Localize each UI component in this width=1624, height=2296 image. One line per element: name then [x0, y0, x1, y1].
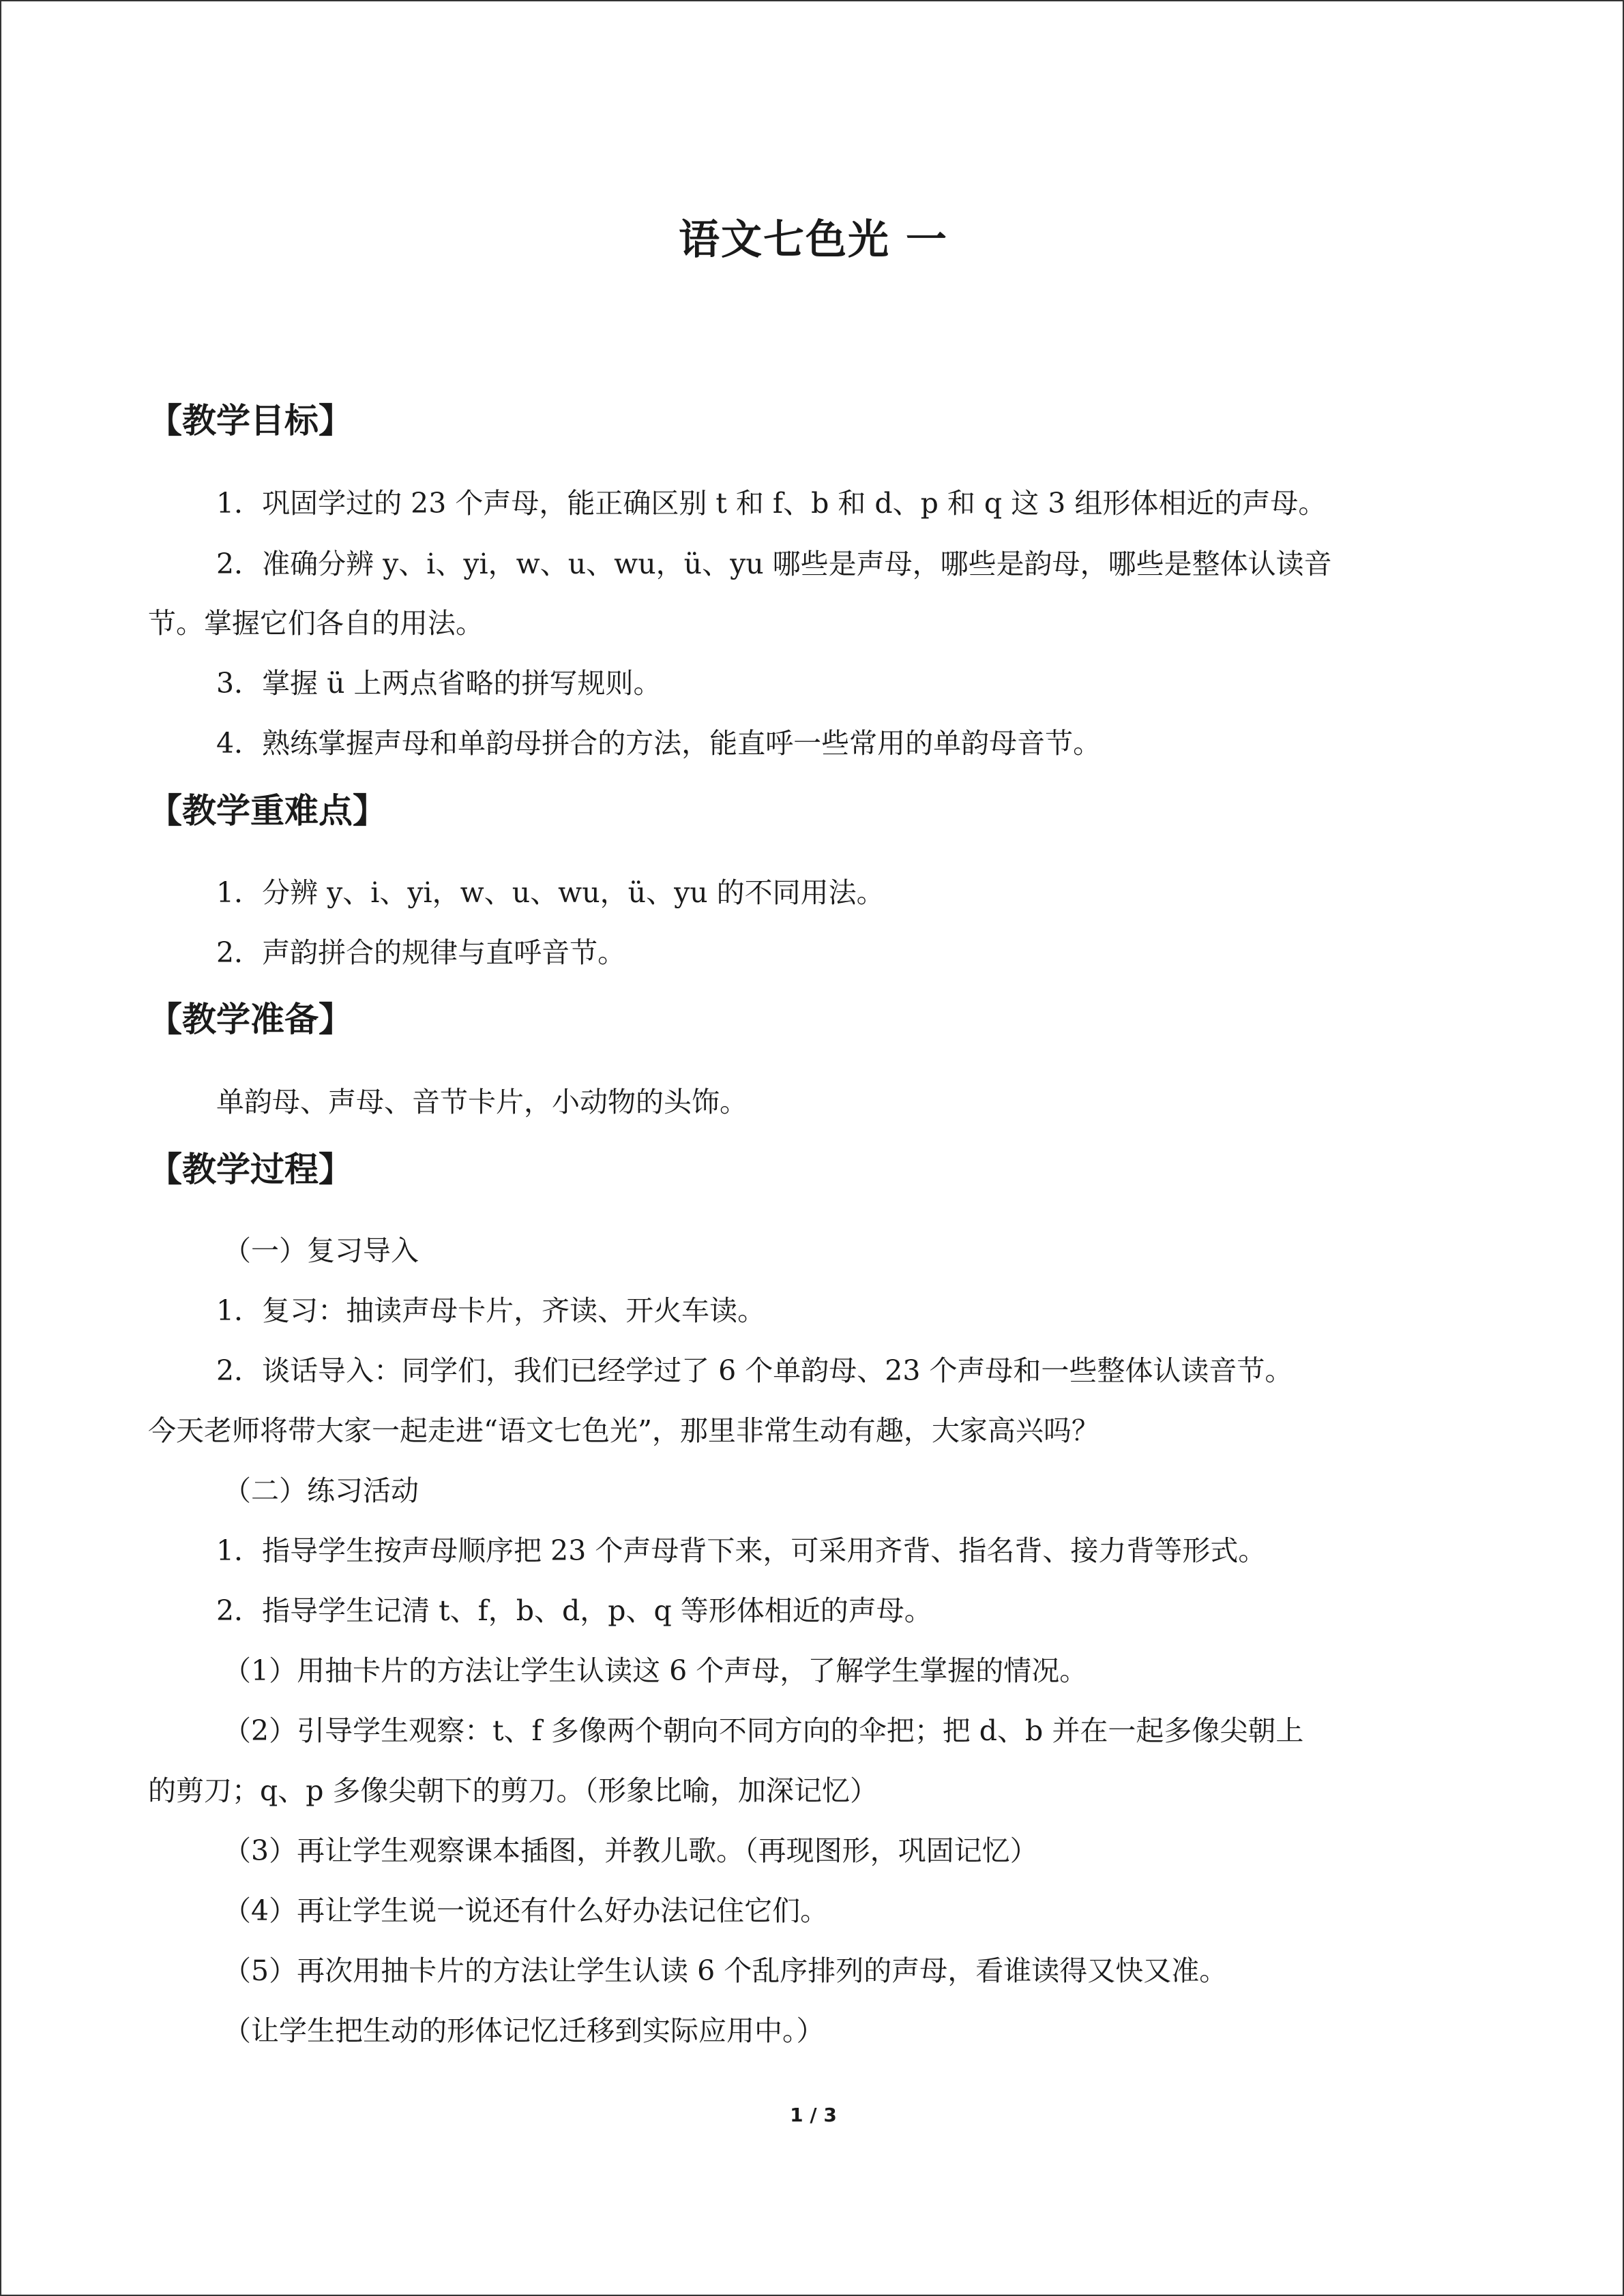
- process-line-3: 1．指导学生按声母顺序把 23 个声母背下来，可采用齐背、指名背、接力背等形式。: [216, 1534, 1267, 1567]
- process-line-4: 2．指导学生记清 t、f，b、d，p、q 等形体相近的声母。: [216, 1594, 932, 1627]
- goals-line-3: 3．掌握 ü 上两点省略的拼写规则。: [216, 667, 662, 700]
- page-title: 语文七色光 一: [679, 216, 948, 264]
- goals-line-1: 1．巩固学过的 23 个声母，能正确区别 t 和 f、b 和 d、p 和 q 这 3 组形体相近的声母。: [216, 487, 1327, 520]
- key-points-line-2: 2．声韵拼合的规律与直呼音节。: [216, 936, 626, 969]
- goals-line-2: 2．准确分辨 y、i、yi，w、u、wu，ü、yu 哪些是声母，哪些是韵母，哪些是整体认读音: [216, 548, 1332, 580]
- key-points-line-1: 1．分辨 y、i、yi，w、u、wu，ü、yu 的不同用法。: [216, 876, 885, 909]
- section-heading-process: 【教学过程】: [148, 1150, 353, 1189]
- section-heading-key-points: 【教学重难点】: [148, 791, 387, 831]
- process-line-6-cont: 的剪刀；q、p 多像尖朝下的剪刀。（形象比喻，加深记忆）: [148, 1774, 879, 1807]
- goals-line-4: 4．熟练掌握声母和单韵母拼合的方法，能直呼一些常用的单韵母音节。: [216, 727, 1102, 760]
- process-line-10: （让学生把生动的形体记忆迁移到实际应用中。）: [223, 2014, 825, 2047]
- process-subheading-1: （一）复习导入: [223, 1234, 419, 1267]
- page-number: 1 / 3: [790, 2104, 837, 2126]
- process-line-9: （5）再次用抽卡片的方法让学生认读 6 个乱序排列的声母，看谁读得又快又准。: [223, 1954, 1228, 1987]
- process-subheading-2: （二）练习活动: [223, 1474, 419, 1507]
- section-heading-preparation: 【教学准备】: [148, 1000, 353, 1039]
- process-line-1: 1．复习：抽读声母卡片，齐读、开火车读。: [216, 1294, 766, 1327]
- section-heading-goals: 【教学目标】: [148, 401, 353, 441]
- process-line-8: （4）再让学生说一说还有什么好办法记住它们。: [223, 1894, 829, 1927]
- process-line-2: 2．谈话导入：同学们，我们已经学过了 6 个单韵母、23 个声母和一些整体认读音节。: [216, 1354, 1293, 1387]
- process-line-2-cont: 今天老师将带大家一起走进“语文七色光”，那里非常生动有趣，大家高兴吗？: [148, 1414, 1099, 1447]
- process-line-7: （3）再让学生观察课本插图，并教儿歌。（再现图形，巩固记忆）: [223, 1834, 1038, 1867]
- preparation-line-1: 单韵母、声母、音节卡片，小动物的头饰。: [216, 1086, 748, 1118]
- process-line-6: （2）引导学生观察：t、f 多像两个朝向不同方向的伞把；把 d、b 并在一起多像尖朝上: [223, 1714, 1304, 1747]
- goals-line-2-cont: 节。掌握它们各自的用法。: [148, 607, 484, 640]
- process-line-5: （1）用抽卡片的方法让学生认读这 6 个声母，了解学生掌握的情况。: [223, 1654, 1088, 1687]
